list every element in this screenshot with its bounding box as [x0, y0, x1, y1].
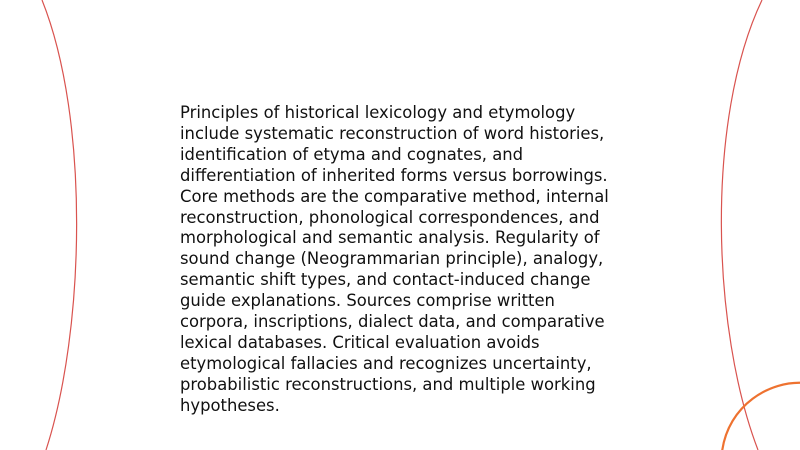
left-arc-line	[42, 0, 77, 450]
right-arc-line	[721, 0, 762, 450]
bottom-right-accent-arc	[722, 383, 800, 450]
body-paragraph: Principles of historical lexicology and etymology include systematic reconstruction of word histories, identification of etyma and cognates, and differentiation of inherited forms versus borrowings. Core methods are the comparative method, internal reconstruction, phonological correspondences, and morphological and semantic analysis. Regularity of sound change (Neogrammarian principle), analogy, semantic shift types, and contact-induced change guide explanations. Sources comprise written corpora, inscriptions, dialect data, and comparative lexical databases. Critical evaluation avoids etymological fallacies and recognizes uncertainty, probabilistic reconstructions, and multiple working hypotheses.	[180, 103, 609, 415]
